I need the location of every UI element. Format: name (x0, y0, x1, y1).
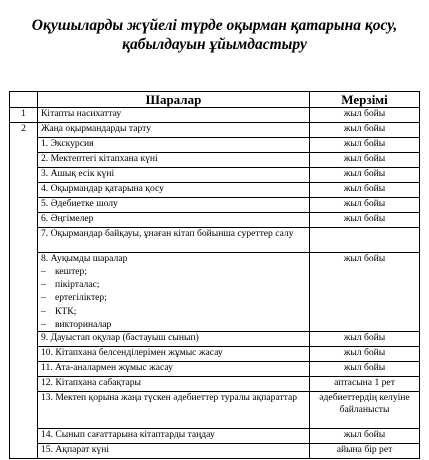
table-row (10, 228, 420, 253)
table-row (10, 168, 420, 183)
table-header-row (10, 92, 420, 108)
row-event-title: 8. Ауқымды шаралар (41, 253, 128, 264)
row-event (38, 253, 310, 332)
table-row (10, 153, 420, 168)
row-event: 5. Әдебиетке шолу (38, 198, 310, 213)
row-term: жыл бойы (310, 332, 420, 347)
row-term: аптасына 1 рет (310, 377, 420, 392)
row-event: 2. Мектептегі кітапхана күні (38, 153, 310, 168)
list-item: – пікірталас; (41, 279, 100, 291)
list-item: – кештер; (41, 266, 87, 277)
header-events: Шаралар (38, 92, 310, 108)
table-row (10, 123, 420, 138)
row-event: 13. Мектеп қорына жаңа түскен әдебиеттер туралы ақпараттар (38, 392, 310, 429)
table-row (10, 198, 420, 213)
row-term: жыл бойы (310, 347, 420, 362)
row-event: 4. Оқырмандар қатарына қосу (38, 183, 310, 198)
table-row (10, 138, 420, 153)
row-term: әдебиеттердің келуіне байланысты (310, 392, 420, 429)
row-term (310, 228, 420, 253)
row-event: 12. Кітапхана сабақтары (38, 377, 310, 392)
list-item: – КТК; (41, 305, 77, 317)
events-table (9, 91, 420, 459)
row-event: Кітапты насихаттау (38, 108, 310, 123)
row-term: жыл бойы (310, 153, 420, 168)
table-row (10, 213, 420, 228)
row-event: 14. Сынып сағаттарына кітаптарды таңдау (38, 429, 310, 444)
row-term: жыл бойы (310, 108, 420, 123)
row-term: жыл бойы (310, 183, 420, 198)
row-term: жыл бойы (310, 138, 420, 153)
table-row (10, 429, 420, 444)
table-row (10, 444, 420, 459)
header-term: Мерзімі (310, 92, 420, 108)
document-title (0, 16, 429, 54)
title-line-2: қабылдауын ұйымдастыру (122, 36, 307, 53)
row-event: 7. Оқырмандар байқауы, ұнаған кітап бойынша суреттер салу (38, 228, 310, 253)
table-row (10, 253, 420, 332)
row-event: 6. Әңгімелер (38, 213, 310, 228)
table-row (10, 392, 420, 429)
row-term: жыл бойы (310, 198, 420, 213)
row-number: 2 (10, 123, 38, 459)
row-term: жыл бойы (310, 168, 420, 183)
row-event: 10. Кітапхана белсенділерімен жұмыс жасау (38, 347, 310, 362)
row-event: Жаңа оқырмандарды тарту (38, 123, 310, 138)
row-event: 9. Дауыстап оқулар (бастауыш сынып) (38, 332, 310, 347)
list-item: – ертегіліктер; (41, 292, 107, 304)
row-number: 1 (10, 108, 38, 123)
row-term: айына бір рет (310, 444, 420, 459)
row-event: 15. Ақпарат күні (38, 444, 310, 459)
row-term: жыл бойы (310, 362, 420, 377)
row-term: жыл бойы (310, 213, 420, 228)
table-row (10, 377, 420, 392)
title-line-1: Оқушыларды жүйелі түрде оқырман қатарына қосу, (31, 17, 398, 34)
row-term: жыл бойы (310, 123, 420, 138)
row-event: 1. Экскурсия (38, 138, 310, 153)
row-event: 11. Ата-аналармен жұмыс жасау (38, 362, 310, 377)
table-row (10, 183, 420, 198)
list-item: – викториналар (41, 318, 112, 330)
table-row (10, 347, 420, 362)
row-term: жыл бойы (310, 429, 420, 444)
header-number (10, 92, 38, 108)
row-event: 3. Ашық есік күні (38, 168, 310, 183)
row-term: жыл бойы (310, 253, 420, 332)
table-row (10, 332, 420, 347)
table-row (10, 362, 420, 377)
table-row (10, 108, 420, 123)
sub-items-list (41, 265, 306, 331)
